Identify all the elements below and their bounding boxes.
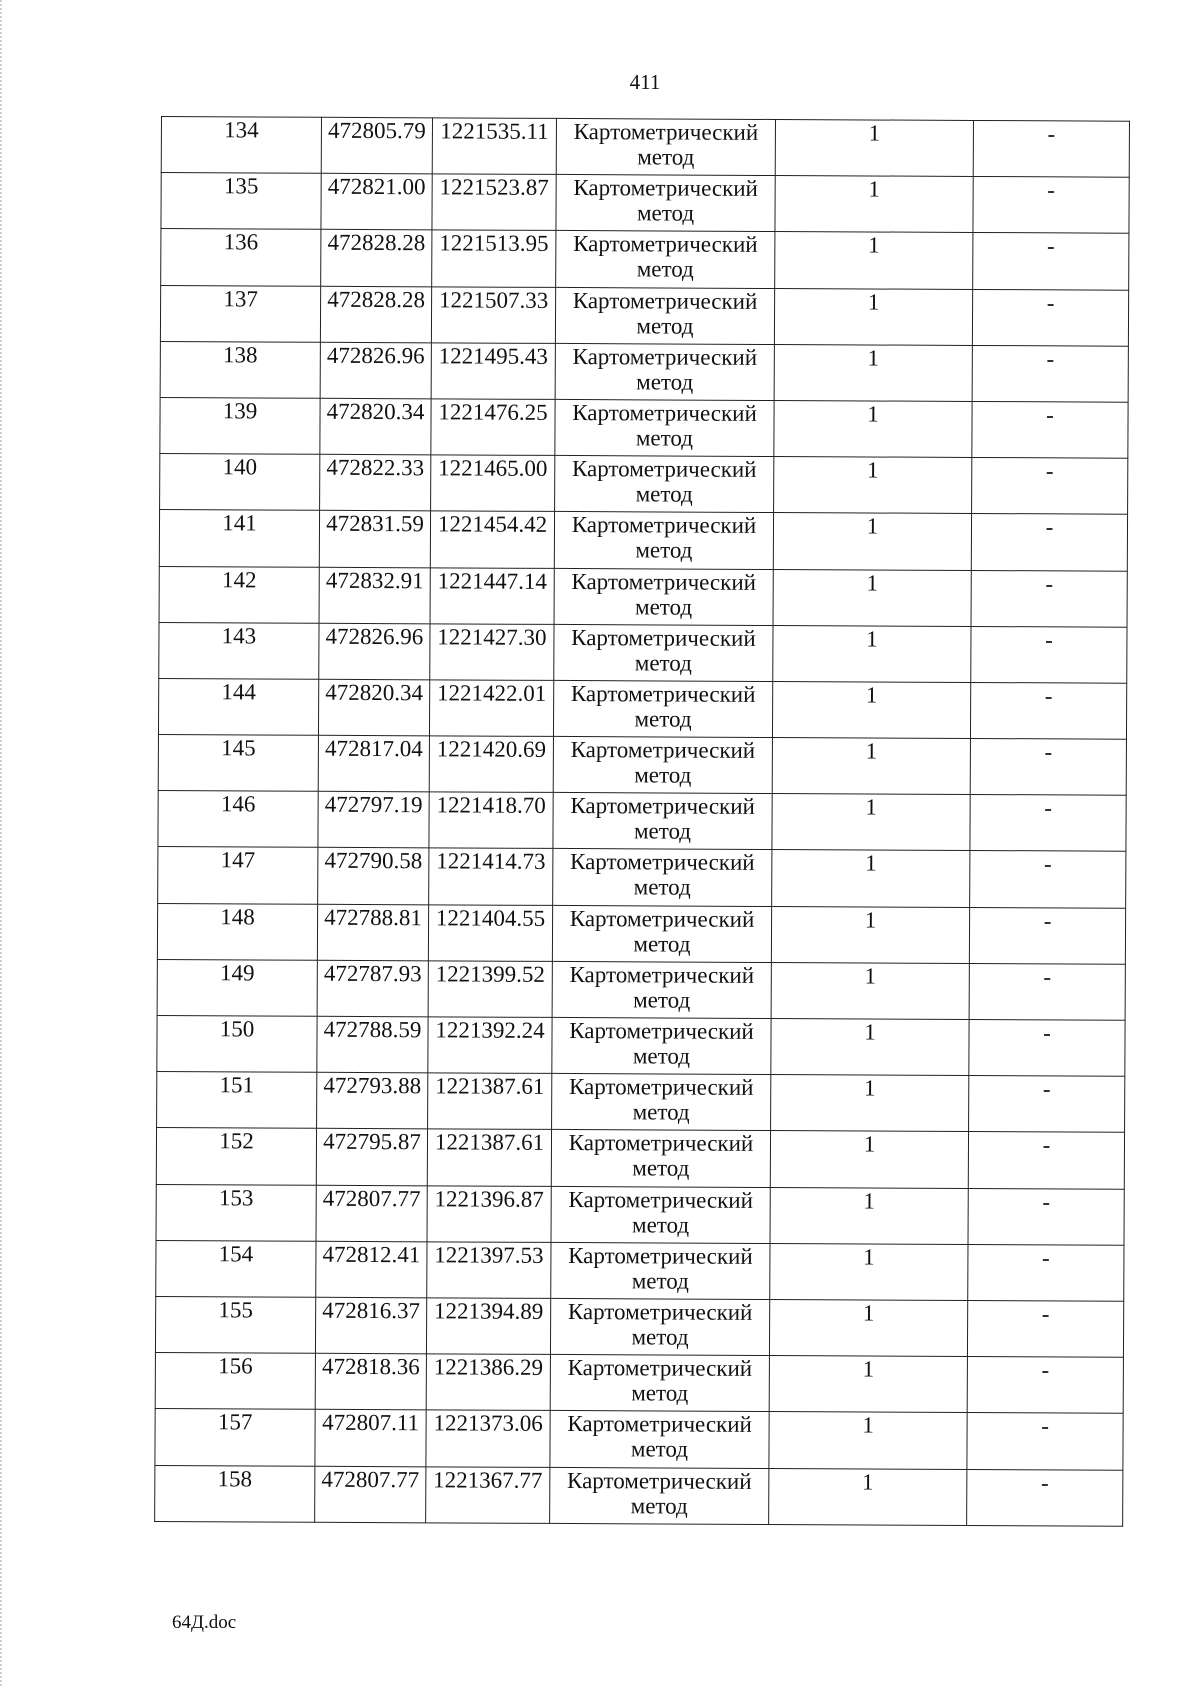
method-cell: Картометрический метод xyxy=(551,1130,770,1187)
point-number-cell: 156 xyxy=(155,1353,315,1410)
note-cell: - xyxy=(973,177,1129,234)
y-coordinate-cell: 1221476.25 xyxy=(431,399,555,456)
y-coordinate-cell: 1221420.69 xyxy=(429,736,553,793)
note-cell: - xyxy=(970,739,1126,796)
point-number-cell: 154 xyxy=(156,1240,316,1297)
method-cell: Картометрический метод xyxy=(550,1298,769,1355)
method-cell: Картометрический метод xyxy=(552,1017,771,1074)
note-cell: - xyxy=(973,233,1129,290)
point-number-cell: 144 xyxy=(158,678,318,735)
y-coordinate-cell: 1221447.14 xyxy=(430,567,554,624)
point-number-cell: 147 xyxy=(158,847,318,904)
note-cell: - xyxy=(969,907,1125,964)
y-coordinate-cell: 1221367.77 xyxy=(426,1466,550,1523)
y-coordinate-cell: 1221386.29 xyxy=(426,1354,550,1411)
x-coordinate-cell: 472807.77 xyxy=(315,1466,426,1523)
point-number-cell: 157 xyxy=(155,1409,315,1466)
table-row xyxy=(159,566,1127,627)
x-coordinate-cell: 472822.33 xyxy=(320,454,431,511)
x-coordinate-cell: 472812.41 xyxy=(316,1241,427,1298)
y-coordinate-cell: 1221523.87 xyxy=(432,174,556,231)
note-cell: - xyxy=(971,626,1127,683)
note-cell: - xyxy=(969,1076,1125,1133)
accuracy-cell: 1 xyxy=(769,1356,967,1413)
table-row xyxy=(158,735,1126,796)
accuracy-cell: 1 xyxy=(774,400,972,457)
coordinates-table-body xyxy=(155,117,1130,1526)
table-row xyxy=(157,903,1125,964)
y-coordinate-cell: 1221422.01 xyxy=(429,680,553,737)
method-cell: Картометрический метод xyxy=(551,1242,770,1299)
table-row xyxy=(158,678,1126,739)
method-cell: Картометрический метод xyxy=(551,1186,770,1243)
x-coordinate-cell: 472826.96 xyxy=(320,342,431,399)
table-row xyxy=(160,341,1128,402)
method-cell: Картометрический метод xyxy=(550,1355,769,1412)
point-number-cell: 141 xyxy=(159,510,319,567)
accuracy-cell: 1 xyxy=(772,850,970,907)
x-coordinate-cell: 472828.28 xyxy=(320,286,431,343)
x-coordinate-cell: 472788.81 xyxy=(317,904,428,961)
method-cell: Картометрический метод xyxy=(556,175,775,232)
note-cell: - xyxy=(968,1132,1124,1189)
y-coordinate-cell: 1221507.33 xyxy=(431,286,555,343)
table-row xyxy=(157,1072,1125,1133)
y-coordinate-cell: 1221387.61 xyxy=(428,1073,552,1130)
method-cell: Картометрический метод xyxy=(552,961,771,1018)
point-number-cell: 139 xyxy=(160,397,320,454)
table-row xyxy=(156,1240,1124,1301)
table-row xyxy=(161,173,1129,234)
point-number-cell: 146 xyxy=(158,791,318,848)
table-row xyxy=(158,847,1126,908)
point-number-cell: 137 xyxy=(160,285,320,342)
note-cell: - xyxy=(967,1300,1123,1357)
table-row xyxy=(159,622,1127,683)
accuracy-cell: 1 xyxy=(774,344,972,401)
method-cell: Картометрический метод xyxy=(550,1411,769,1468)
accuracy-cell: 1 xyxy=(774,457,972,514)
note-cell: - xyxy=(971,570,1127,627)
table-row xyxy=(155,1353,1123,1414)
note-cell: - xyxy=(969,1019,1125,1076)
point-number-cell: 143 xyxy=(159,622,319,679)
point-number-cell: 134 xyxy=(161,117,321,174)
x-coordinate-cell: 472795.87 xyxy=(316,1129,427,1186)
method-cell: Картометрический метод xyxy=(552,1074,771,1131)
accuracy-cell: 1 xyxy=(771,906,969,963)
point-number-cell: 142 xyxy=(159,566,319,623)
y-coordinate-cell: 1221396.87 xyxy=(427,1185,551,1242)
x-coordinate-cell: 472831.59 xyxy=(319,511,430,568)
accuracy-cell: 1 xyxy=(773,569,971,626)
accuracy-cell: 1 xyxy=(772,794,970,851)
table-row xyxy=(158,791,1126,852)
table-row xyxy=(159,510,1127,571)
note-cell: - xyxy=(972,289,1128,346)
point-number-cell: 136 xyxy=(161,229,321,286)
note-cell: - xyxy=(972,458,1128,515)
y-coordinate-cell: 1221535.11 xyxy=(432,118,556,175)
point-number-cell: 148 xyxy=(157,903,317,960)
accuracy-cell: 1 xyxy=(770,1187,968,1244)
y-coordinate-cell: 1221454.42 xyxy=(430,511,554,568)
method-cell: Картометрический метод xyxy=(550,1467,769,1524)
accuracy-cell: 1 xyxy=(769,1299,967,1356)
accuracy-cell: 1 xyxy=(771,962,969,1019)
point-number-cell: 151 xyxy=(157,1072,317,1129)
method-cell: Картометрический метод xyxy=(556,118,775,175)
x-coordinate-cell: 472816.37 xyxy=(315,1297,426,1354)
accuracy-cell: 1 xyxy=(775,120,973,177)
y-coordinate-cell: 1221404.55 xyxy=(428,904,552,961)
accuracy-cell: 1 xyxy=(771,1018,969,1075)
accuracy-cell: 1 xyxy=(774,288,972,345)
point-number-cell: 145 xyxy=(158,735,318,792)
accuracy-cell: 1 xyxy=(773,513,971,570)
point-number-cell: 155 xyxy=(155,1296,315,1353)
x-coordinate-cell: 472817.04 xyxy=(318,735,429,792)
page-number: 411 xyxy=(629,70,661,94)
method-cell: Картометрический метод xyxy=(553,793,772,850)
point-number-cell: 138 xyxy=(160,341,320,398)
accuracy-cell: 1 xyxy=(771,1075,969,1132)
note-cell: - xyxy=(970,682,1126,739)
point-number-cell: 149 xyxy=(157,959,317,1016)
accuracy-cell: 1 xyxy=(769,1468,967,1525)
accuracy-cell: 1 xyxy=(773,625,971,682)
point-number-cell: 158 xyxy=(155,1465,315,1522)
y-coordinate-cell: 1221397.53 xyxy=(427,1242,551,1299)
accuracy-cell: 1 xyxy=(775,176,973,233)
x-coordinate-cell: 472820.34 xyxy=(318,679,429,736)
x-coordinate-cell: 472832.91 xyxy=(319,567,430,624)
x-coordinate-cell: 472787.93 xyxy=(317,960,428,1017)
method-cell: Картометрический метод xyxy=(555,456,774,513)
table-row xyxy=(157,1015,1125,1076)
y-coordinate-cell: 1221427.30 xyxy=(430,624,554,681)
accuracy-cell: 1 xyxy=(772,681,970,738)
method-cell: Картометрический метод xyxy=(552,905,771,962)
x-coordinate-cell: 472821.00 xyxy=(321,173,432,230)
note-cell: - xyxy=(973,120,1129,177)
method-cell: Картометрический метод xyxy=(553,680,772,737)
y-coordinate-cell: 1221414.73 xyxy=(429,848,553,905)
x-coordinate-cell: 472826.96 xyxy=(319,623,430,680)
y-coordinate-cell: 1221394.89 xyxy=(426,1298,550,1355)
accuracy-cell: 1 xyxy=(772,738,970,795)
x-coordinate-cell: 472793.88 xyxy=(317,1072,428,1129)
y-coordinate-cell: 1221418.70 xyxy=(429,792,553,849)
note-cell: - xyxy=(968,1188,1124,1245)
method-cell: Картометрический метод xyxy=(555,287,774,344)
x-coordinate-cell: 472788.59 xyxy=(317,1016,428,1073)
table-row xyxy=(155,1465,1123,1526)
table-row xyxy=(157,959,1125,1020)
note-cell: - xyxy=(967,1413,1123,1470)
x-coordinate-cell: 472818.36 xyxy=(315,1353,426,1410)
table-row xyxy=(160,285,1128,346)
method-cell: Картометрический метод xyxy=(554,568,773,625)
table-row xyxy=(161,229,1129,290)
accuracy-cell: 1 xyxy=(770,1243,968,1300)
note-cell: - xyxy=(972,401,1128,458)
note-cell: - xyxy=(967,1469,1123,1526)
x-coordinate-cell: 472807.11 xyxy=(315,1410,426,1467)
x-coordinate-cell: 472790.58 xyxy=(318,848,429,905)
note-cell: - xyxy=(971,514,1127,571)
point-number-cell: 140 xyxy=(160,454,320,511)
note-cell: - xyxy=(972,345,1128,402)
footer-filename: 64Д.doc xyxy=(172,1612,237,1633)
y-coordinate-cell: 1221513.95 xyxy=(432,230,556,287)
method-cell: Картометрический метод xyxy=(554,512,773,569)
point-number-cell: 135 xyxy=(161,173,321,230)
coordinates-table xyxy=(154,116,1130,1526)
method-cell: Картометрический метод xyxy=(553,736,772,793)
y-coordinate-cell: 1221465.00 xyxy=(431,455,555,512)
accuracy-cell: 1 xyxy=(769,1412,967,1469)
table-row xyxy=(155,1296,1123,1357)
table-row xyxy=(161,117,1129,178)
point-number-cell: 150 xyxy=(157,1015,317,1072)
method-cell: Картометрический метод xyxy=(554,624,773,681)
point-number-cell: 153 xyxy=(156,1184,316,1241)
note-cell: - xyxy=(968,1244,1124,1301)
table-row xyxy=(156,1184,1124,1245)
y-coordinate-cell: 1221392.24 xyxy=(428,1017,552,1074)
x-coordinate-cell: 472805.79 xyxy=(321,117,432,174)
table-row xyxy=(160,454,1128,515)
note-cell: - xyxy=(970,851,1126,908)
method-cell: Картометрический метод xyxy=(555,343,774,400)
x-coordinate-cell: 472797.19 xyxy=(318,792,429,849)
y-coordinate-cell: 1221387.61 xyxy=(427,1129,551,1186)
method-cell: Картометрический метод xyxy=(553,849,772,906)
y-coordinate-cell: 1221495.43 xyxy=(431,343,555,400)
y-coordinate-cell: 1221399.52 xyxy=(428,961,552,1018)
method-cell: Картометрический метод xyxy=(556,231,775,288)
accuracy-cell: 1 xyxy=(770,1131,968,1188)
scan-edge xyxy=(0,0,10,1686)
x-coordinate-cell: 472807.77 xyxy=(316,1185,427,1242)
table-row xyxy=(160,397,1128,458)
table-row xyxy=(156,1128,1124,1189)
note-cell: - xyxy=(970,795,1126,852)
y-coordinate-cell: 1221373.06 xyxy=(426,1410,550,1467)
x-coordinate-cell: 472820.34 xyxy=(320,398,431,455)
note-cell: - xyxy=(969,963,1125,1020)
note-cell: - xyxy=(967,1357,1123,1414)
accuracy-cell: 1 xyxy=(775,232,973,289)
table-row xyxy=(155,1409,1123,1470)
point-number-cell: 152 xyxy=(156,1128,316,1185)
method-cell: Картометрический метод xyxy=(555,399,774,456)
x-coordinate-cell: 472828.28 xyxy=(321,230,432,287)
